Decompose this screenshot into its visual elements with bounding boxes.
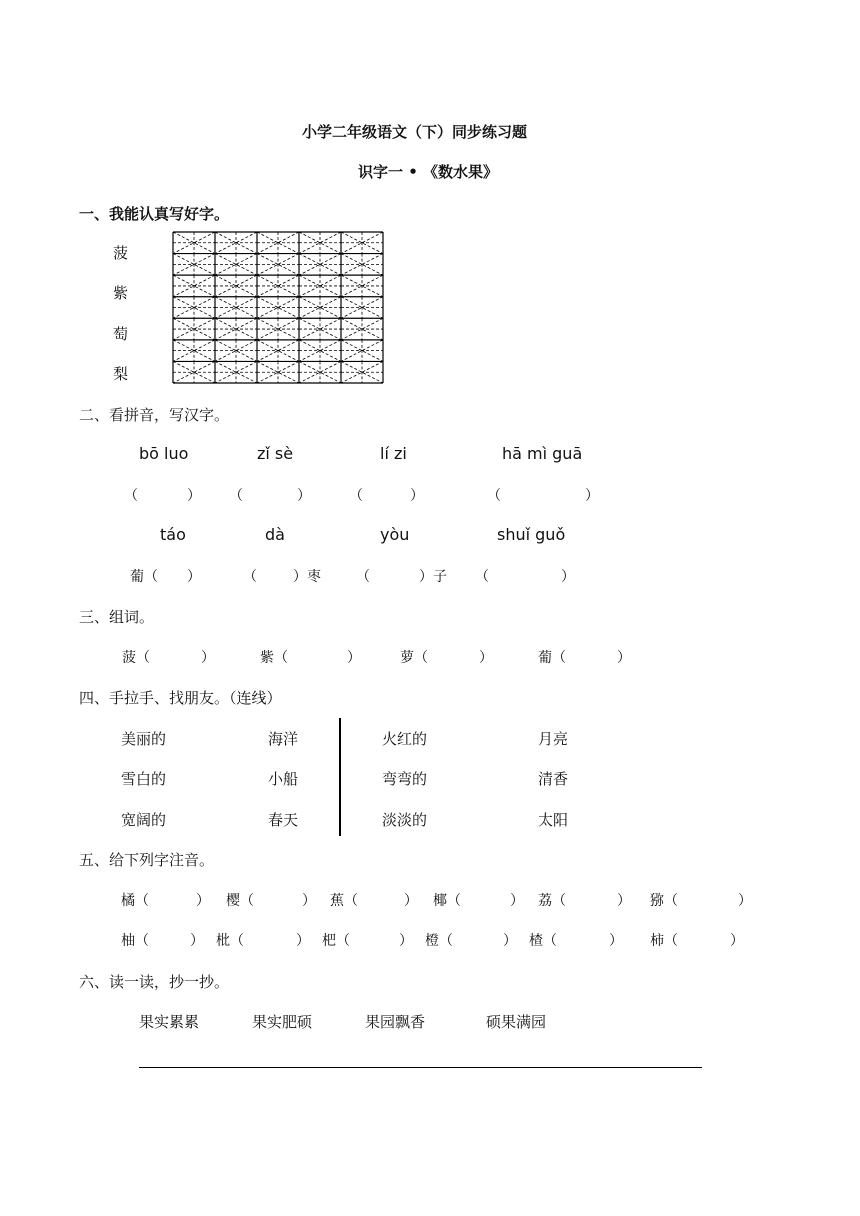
copy-answer-line[interactable]: [139, 1067, 702, 1068]
match-right-word[interactable]: 月亮: [538, 730, 569, 748]
page-subtitle: 识字一 • 《数水果》: [358, 163, 499, 181]
page-title: 小学二年级语文（下）同步练习题: [302, 123, 528, 141]
answer-bracket-close: ）: [201, 650, 215, 666]
section-6-title: 六、读一读，抄一抄。: [79, 973, 230, 991]
phonetic-item: 荔（: [538, 893, 566, 909]
answer-bracket-close: ）: [510, 893, 524, 909]
phonetic-item: 柚（: [121, 933, 149, 949]
match-left-word[interactable]: 弯弯的: [382, 770, 428, 788]
answer-bracket-close: ）: [302, 893, 316, 909]
word-item: 菠（: [122, 650, 150, 666]
answer-bracket-close: ）: [196, 893, 210, 909]
practice-char: 萄: [113, 325, 129, 343]
copy-phrase: 果园飘香: [365, 1013, 426, 1031]
word-item: 葡（: [130, 569, 158, 585]
answer-bracket-open: （: [229, 488, 243, 504]
pinyin: táo: [160, 525, 186, 544]
answer-bracket-close: ）: [190, 933, 204, 949]
section-3-title: 三、组词。: [79, 608, 155, 626]
phonetic-item: 杷（: [322, 933, 350, 949]
copy-phrase: 果实累累: [139, 1013, 200, 1031]
answer-bracket-close: ）: [347, 650, 361, 666]
copy-phrase: 硕果满园: [486, 1013, 547, 1031]
match-right-word[interactable]: 春天: [268, 811, 299, 829]
match-right-word[interactable]: 太阳: [538, 811, 569, 829]
pinyin: lí zi: [380, 444, 407, 463]
match-left-word[interactable]: 淡淡的: [382, 811, 428, 829]
answer-bracket-close: ）: [617, 893, 631, 909]
answer-bracket-open: （: [124, 488, 138, 504]
answer-bracket-close: ）: [410, 488, 424, 504]
writing-grid-cells: [173, 232, 383, 383]
answer-bracket-close: ）: [479, 650, 493, 666]
phonetic-item: 柿（: [650, 933, 678, 949]
phonetic-item: 猕（: [650, 893, 678, 909]
pinyin: shuǐ guǒ: [497, 525, 566, 544]
section-1-title: 一、我能认真写好字。: [79, 205, 230, 223]
word-item: 紫（: [260, 650, 288, 666]
answer-bracket-close: ）: [297, 488, 311, 504]
match-right-word[interactable]: 海洋: [268, 730, 299, 748]
answer-bracket-open: （: [349, 488, 363, 504]
pinyin: zǐ sè: [257, 444, 294, 463]
match-left-word[interactable]: 美丽的: [121, 730, 167, 748]
answer-bracket-close: ）: [585, 488, 599, 504]
divider-line: [339, 718, 341, 836]
answer-bracket-close: ）: [187, 569, 201, 585]
answer-bracket-close: ）: [561, 569, 575, 585]
practice-char: 梨: [113, 365, 129, 383]
section-5-title: 五、给下列字注音。: [79, 851, 215, 869]
phonetic-item: 楂（: [529, 933, 557, 949]
match-left-word[interactable]: 雪白的: [121, 770, 167, 788]
answer-bracket-close: ）: [404, 893, 418, 909]
match-right-word[interactable]: 小船: [268, 770, 299, 788]
answer-bracket-close: ）: [609, 933, 623, 949]
pinyin: hā mì guā: [502, 444, 583, 463]
copy-phrase: 果实肥硕: [252, 1013, 313, 1031]
answer-bracket-close: ）: [399, 933, 413, 949]
word-item: ）枣: [293, 569, 321, 585]
section-2-title: 二、看拼音，写汉字。: [79, 406, 230, 424]
pinyin: bō luo: [139, 444, 189, 463]
word-item: ）子: [419, 569, 447, 585]
word-item: 葡（: [538, 650, 566, 666]
answer-bracket-close: ）: [187, 488, 201, 504]
answer-bracket-close: ）: [296, 933, 310, 949]
phonetic-item: 橘（: [121, 893, 149, 909]
practice-char: 紫: [113, 284, 129, 302]
answer-bracket-close: ）: [738, 893, 752, 909]
answer-bracket-close: ）: [617, 650, 631, 666]
answer-bracket-open: （: [356, 569, 370, 585]
match-right-word[interactable]: 清香: [538, 770, 569, 788]
pinyin: yòu: [380, 525, 410, 544]
word-item: 萝（: [400, 650, 428, 666]
match-left-word[interactable]: 宽阔的: [121, 811, 167, 829]
match-left-word[interactable]: 火红的: [382, 730, 428, 748]
answer-bracket-open: （: [243, 569, 257, 585]
phonetic-item: 枇（: [216, 933, 244, 949]
phonetic-item: 樱（: [226, 893, 254, 909]
practice-char: 菠: [113, 244, 129, 262]
answer-bracket-close: ）: [730, 933, 744, 949]
section-4-title: 四、手拉手、找朋友。（连线）: [79, 689, 282, 707]
answer-bracket-open: （: [475, 569, 489, 585]
answer-bracket-close: ）: [503, 933, 517, 949]
writing-grid[interactable]: [172, 231, 384, 384]
phonetic-item: 蕉（: [330, 893, 358, 909]
answer-bracket-open: （: [487, 488, 501, 504]
phonetic-item: 橙（: [425, 933, 453, 949]
phonetic-item: 椰（: [433, 893, 461, 909]
pinyin: dà: [265, 525, 285, 544]
